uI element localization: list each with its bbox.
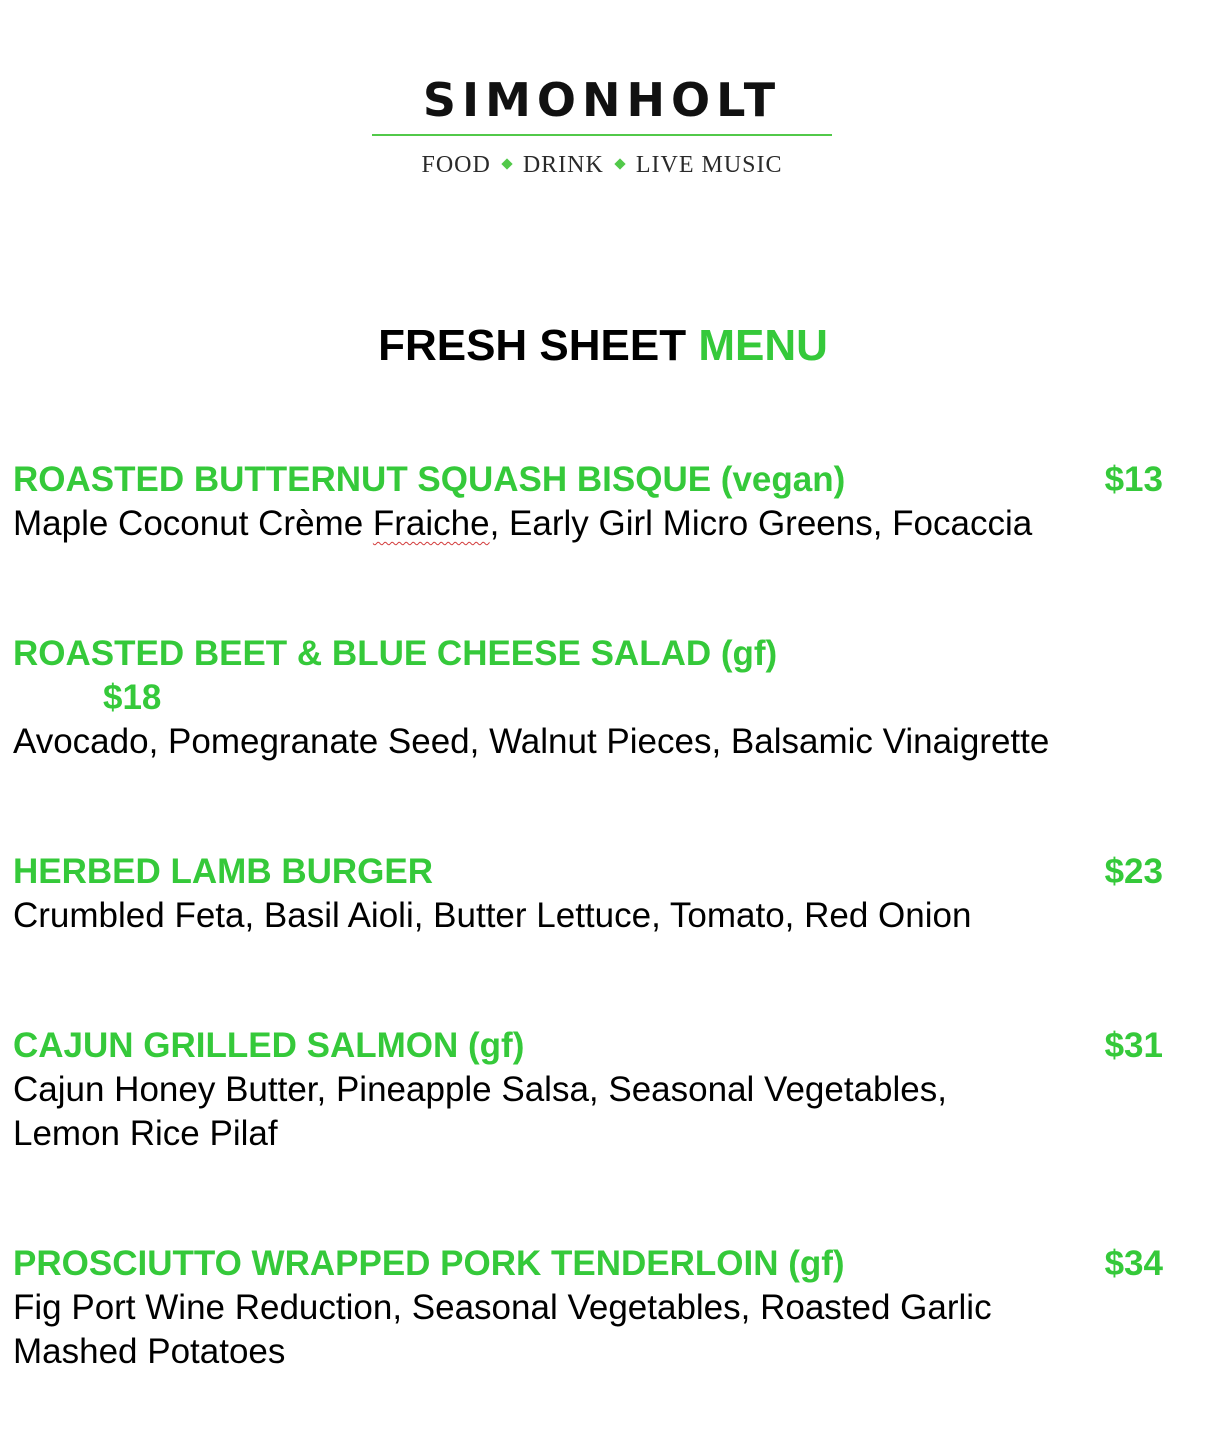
menu-item-description: Avocado, Pomegranate Seed, Walnut Pieces, Balsamic Vinaigrette	[13, 722, 1050, 761]
menu-item-price: $31	[1104, 1026, 1163, 1065]
menu-item-description: Fig Port Wine Reduction, Seasonal Vegetables, Roasted Garlic Mashed Potatoes	[13, 1288, 992, 1371]
menu-item-price: $23	[1104, 852, 1163, 891]
menu-item-header	[13, 1024, 1173, 1068]
menu-item-name: HERBED LAMB BURGER	[13, 852, 433, 891]
diamond-icon	[614, 159, 625, 170]
restaurant-logo	[372, 70, 832, 180]
menu-title	[0, 320, 1206, 372]
menu-item-cajun-salmon	[13, 1024, 1173, 1156]
tagline-drink: DRINK	[522, 152, 604, 178]
menu-item-price: $18	[103, 678, 162, 717]
menu-item-price: $34	[1104, 1244, 1163, 1283]
menu-item-name: ROASTED BUTTERNUT SQUASH BISQUE (vegan)	[13, 460, 846, 499]
menu-item-pork-tenderloin	[13, 1242, 1173, 1374]
menu-item-header	[13, 1242, 1173, 1286]
logo-divider	[372, 134, 832, 136]
menu-item-name: CAJUN GRILLED SALMON (gf)	[13, 1026, 525, 1065]
menu-item-description	[13, 502, 1143, 546]
menu-item-header	[13, 850, 1173, 894]
logo-wordmark: SIMONHOLT	[422, 73, 782, 127]
menu-item-description: Cajun Honey Butter, Pineapple Salsa, Seasonal Vegetables, Lemon Rice Pilaf	[13, 1070, 947, 1153]
menu-item-name: ROASTED BEET & BLUE CHEESE SALAD (gf)	[13, 634, 778, 673]
menu-item-description: Crumbled Feta, Basil Aioli, Butter Lettuce, Tomato, Red Onion	[13, 896, 972, 935]
menu-item-lamb-burger	[13, 850, 1173, 938]
desc-part: , Early Girl Micro Greens, Focaccia	[489, 504, 1033, 543]
diamond-icon	[501, 159, 512, 170]
tagline-live-music: LIVE MUSIC	[635, 152, 783, 178]
menu-item-beet-salad	[13, 632, 1173, 764]
spellcheck-flagged-word: Fraiche	[372, 504, 490, 543]
tagline-food: FOOD	[421, 152, 491, 178]
menu-item-name: PROSCIUTTO WRAPPED PORK TENDERLOIN (gf)	[13, 1244, 845, 1283]
menu-item-price: $13	[1104, 460, 1163, 499]
desc-part: Maple Coconut Crème	[13, 504, 373, 543]
menu-item-header	[13, 632, 1173, 676]
menu-title-menu: MENU	[698, 321, 828, 370]
menu-title-fresh-sheet: FRESH SHEET	[378, 321, 699, 370]
menu-item-header	[13, 458, 1173, 502]
logo-tagline	[372, 150, 832, 180]
menu-item-squash-bisque	[13, 458, 1173, 546]
